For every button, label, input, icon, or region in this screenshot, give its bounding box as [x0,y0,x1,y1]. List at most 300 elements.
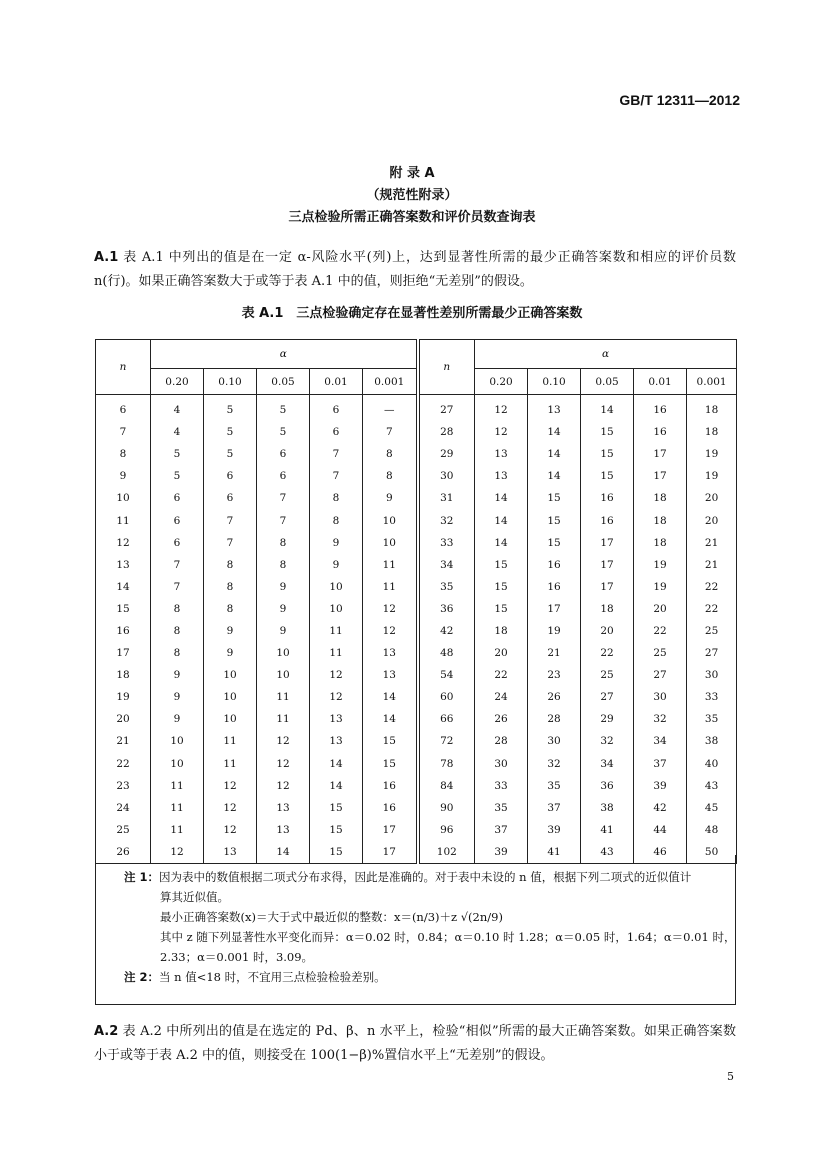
n-value-cell: 84 [418,775,475,797]
answer-count-cell: 26 [475,708,528,730]
n-value-cell: 78 [418,753,475,775]
answer-count-cell: 20 [687,487,737,509]
answer-count-cell: 17 [634,465,687,487]
alpha-level: 0.10 [528,369,581,395]
table-row [96,753,737,775]
alpha-level: 0.10 [204,369,257,395]
answer-count-cell: 28 [528,708,581,730]
answer-count-cell: 8 [310,509,363,531]
answer-count-cell: 8 [310,487,363,509]
answer-count-cell: 17 [528,598,581,620]
n-value-cell: 34 [418,554,475,576]
paragraph-a1-text: 表 A.1 中列出的值是在一定 α-风险水平(列)上，达到显著性所需的最少正确答案数和相应的评价员数 n(行)。如果正确答案数大于或等于表 A.1 中的值，则拒绝“无差别”的假设。 [94,250,736,289]
answer-count-cell: 15 [581,421,634,443]
answer-count-cell: 8 [151,598,204,620]
n-value-cell: 23 [96,775,151,797]
n-value-cell: 22 [96,753,151,775]
answer-count-cell: 7 [151,554,204,576]
answer-count-cell: 23 [528,664,581,686]
answer-count-cell: 15 [310,819,363,841]
answer-count-cell: 11 [204,753,257,775]
n-value-cell: 24 [96,797,151,819]
answer-count-cell: 4 [151,421,204,443]
answer-count-cell: 8 [151,620,204,642]
answer-count-cell: 16 [363,775,418,797]
answer-count-cell: 7 [363,421,418,443]
answer-count-cell: 30 [528,730,581,752]
alpha-level: 0.20 [475,369,528,395]
answer-count-cell: 44 [634,819,687,841]
answer-count-cell: 12 [363,620,418,642]
answer-count-cell: 32 [634,708,687,730]
annex-title: 附 录 A [389,166,435,181]
n-value-cell: 96 [418,819,475,841]
answer-count-cell: 17 [363,841,418,864]
answer-count-cell: 12 [204,797,257,819]
alpha-level: 0.20 [151,369,204,395]
note1-line2: 算其近似值。 [160,890,229,904]
answer-count-cell: 17 [581,532,634,554]
answer-count-cell: 17 [581,554,634,576]
answer-count-cell: 14 [528,443,581,465]
answer-count-cell: 13 [257,797,310,819]
alpha-level: 0.05 [257,369,310,395]
table-row [96,465,737,487]
paragraph-a2-number: A.2 [94,1024,119,1039]
answer-count-cell: 6 [151,487,204,509]
answer-count-cell: 9 [363,487,418,509]
answer-count-cell: 30 [687,664,737,686]
answer-count-cell: 11 [363,576,418,598]
answer-count-cell: 7 [310,465,363,487]
answer-count-cell: 18 [475,620,528,642]
answer-count-cell: 16 [528,576,581,598]
answer-count-cell: 30 [475,753,528,775]
n-value-cell: 10 [96,487,151,509]
n-value-cell: 18 [96,664,151,686]
answer-count-cell: 29 [581,708,634,730]
table-row [96,395,737,422]
answer-count-cell: 14 [363,686,418,708]
answer-count-cell: 15 [581,443,634,465]
note2-text: 当 n 值<18 时，不宜用三点检验检验差别。 [159,970,386,984]
answer-count-cell: 19 [687,443,737,465]
answer-count-cell: 39 [475,841,528,864]
answer-count-cell: 12 [475,395,528,422]
answer-count-cell: 50 [687,841,737,864]
annex-subtitle: （规范性附录） [366,188,458,203]
answer-count-cell: 14 [475,487,528,509]
answer-count-cell: 5 [204,421,257,443]
answer-count-cell: 18 [687,421,737,443]
answer-count-cell: 12 [257,753,310,775]
answer-count-cell: 45 [687,797,737,819]
table-row [96,775,737,797]
n-value-cell: 13 [96,554,151,576]
answer-count-cell: 15 [528,509,581,531]
answer-count-cell: 16 [634,395,687,422]
answer-count-cell: 9 [310,532,363,554]
n-value-cell: 36 [418,598,475,620]
answer-count-cell: 6 [310,395,363,422]
answer-count-cell: 8 [204,554,257,576]
n-value-cell: 29 [418,443,475,465]
answer-count-cell: 30 [634,686,687,708]
n-value-cell: 12 [96,532,151,554]
answer-count-cell: 19 [687,465,737,487]
answer-count-cell: 39 [634,775,687,797]
answer-count-cell: 21 [687,554,737,576]
answer-count-cell: 13 [310,730,363,752]
n-value-cell: 54 [418,664,475,686]
answer-count-cell: 9 [151,664,204,686]
answer-count-cell: 37 [634,753,687,775]
answer-count-cell: 10 [310,576,363,598]
answer-count-cell: 19 [528,620,581,642]
answer-count-cell: 19 [634,576,687,598]
answer-count-cell: 24 [475,686,528,708]
answer-count-cell: 14 [257,841,310,864]
annex-heading-block [0,163,824,229]
answer-count-cell: 10 [257,642,310,664]
answer-count-cell: 8 [257,554,310,576]
answer-count-cell: — [363,395,418,422]
answer-count-cell: 8 [204,598,257,620]
answer-count-cell: 5 [257,395,310,422]
n-value-cell: 90 [418,797,475,819]
answer-count-cell: 10 [363,509,418,531]
answer-count-cell: 17 [363,819,418,841]
answer-count-cell: 10 [310,598,363,620]
alpha-level: 0.01 [310,369,363,395]
answer-count-cell: 6 [204,465,257,487]
answer-count-cell: 22 [475,664,528,686]
answer-count-cell: 15 [363,730,418,752]
answer-count-cell: 5 [204,395,257,422]
answer-count-cell: 42 [634,797,687,819]
n-value-cell: 6 [96,395,151,422]
answer-count-cell: 8 [363,465,418,487]
answer-count-cell: 15 [475,598,528,620]
answer-count-cell: 19 [634,554,687,576]
answer-count-cell: 16 [528,554,581,576]
n-value-cell: 9 [96,465,151,487]
note1-label: 注 1： [124,870,160,884]
n-value-cell: 66 [418,708,475,730]
answer-count-cell: 14 [528,465,581,487]
notes-box [95,855,736,1005]
answer-count-cell: 35 [475,797,528,819]
table-row [96,664,737,686]
answer-count-cell: 6 [204,487,257,509]
n-value-cell: 48 [418,642,475,664]
answer-count-cell: 14 [475,532,528,554]
answer-count-cell: 16 [581,487,634,509]
table-row [96,730,737,752]
answer-count-cell: 16 [363,797,418,819]
table-row [96,509,737,531]
table-body [96,395,737,864]
n-value-cell: 35 [418,576,475,598]
answer-count-cell: 17 [634,443,687,465]
answer-count-cell: 34 [581,753,634,775]
answer-count-cell: 12 [257,730,310,752]
answer-count-cell: 13 [257,819,310,841]
answer-count-cell: 9 [257,576,310,598]
z-values-line1: 其中 z 随下列显著性水平变化而异：α＝0.02 时，0.84；α＝0.10 时 1.28；α＝0.05 时，1.64；α＝0.01 时， [160,930,736,944]
answer-count-cell: 12 [151,841,204,864]
answer-count-cell: 11 [310,620,363,642]
paragraph-a2 [94,1020,736,1068]
n-value-cell: 8 [96,443,151,465]
answer-count-cell: 16 [634,421,687,443]
answer-count-cell: 9 [257,620,310,642]
answer-count-cell: 14 [475,509,528,531]
answer-count-cell: 33 [475,775,528,797]
formula-line: 最小正确答案数(x)＝大于式中最近似的整数：x＝(n/3)＋z √(2n/9) [160,910,503,924]
answer-count-cell: 10 [204,686,257,708]
answer-count-cell: 10 [204,664,257,686]
answer-count-cell: 5 [151,443,204,465]
answer-count-cell: 9 [310,554,363,576]
answer-count-cell: 9 [204,620,257,642]
note1-line1: 因为表中的数值根据二项式分布求得，因此是准确的。对于表中未设的 n 值，根据下列二项式的近似值计 [159,870,692,884]
alpha-header-right: α [475,340,737,369]
answer-count-cell: 8 [204,576,257,598]
answer-count-cell: 5 [257,421,310,443]
answer-count-cell: 36 [581,775,634,797]
n-value-cell: 25 [96,819,151,841]
answer-count-cell: 21 [687,532,737,554]
alpha-header-left: α [151,340,418,369]
alpha-level: 0.001 [363,369,418,395]
answer-count-cell: 25 [687,620,737,642]
n-header-right: n [418,340,475,395]
answer-count-cell: 11 [151,819,204,841]
note2-label: 注 2： [124,970,160,984]
paragraph-a2-text: 表 A.2 中所列出的值是在选定的 Pd、β、n 水平上，检验“相似”所需的最大正确答案数。如果正确答案数小于或等于表 A.2 中的值，则接受在 100(1−β)%置信水平上“无差别”的假设。 [94,1024,736,1063]
answer-count-cell: 8 [363,443,418,465]
answer-count-cell: 7 [257,509,310,531]
answer-count-cell: 5 [204,443,257,465]
n-value-cell: 30 [418,465,475,487]
annex-heading: 三点检验所需正确答案数和评价员数查询表 [288,210,536,225]
answer-count-cell: 27 [687,642,737,664]
answer-count-cell: 10 [363,532,418,554]
answer-count-cell: 15 [475,576,528,598]
answer-count-cell: 32 [528,753,581,775]
answer-count-cell: 34 [634,730,687,752]
answer-count-cell: 16 [581,509,634,531]
n-value-cell: 102 [418,841,475,864]
answer-count-cell: 20 [475,642,528,664]
answer-count-cell: 38 [581,797,634,819]
n-value-cell: 21 [96,730,151,752]
n-value-cell: 27 [418,395,475,422]
table-row [96,686,737,708]
answer-count-cell: 10 [151,753,204,775]
n-value-cell: 72 [418,730,475,752]
answer-count-cell: 28 [475,730,528,752]
answer-count-cell: 6 [257,443,310,465]
table-row [96,443,737,465]
paragraph-a1-number: A.1 [94,250,119,265]
page-number: 5 [727,1070,734,1083]
n-value-cell: 7 [96,421,151,443]
answer-count-cell: 25 [581,664,634,686]
n-value-cell: 15 [96,598,151,620]
n-value-cell: 20 [96,708,151,730]
answer-count-cell: 11 [151,775,204,797]
n-value-cell: 17 [96,642,151,664]
answer-count-cell: 27 [581,686,634,708]
answer-count-cell: 13 [310,708,363,730]
answer-count-cell: 22 [581,642,634,664]
n-value-cell: 14 [96,576,151,598]
answer-count-cell: 18 [634,532,687,554]
answer-count-cell: 13 [363,664,418,686]
table-row [96,642,737,664]
alpha-level: 0.001 [687,369,737,395]
answer-count-cell: 4 [151,395,204,422]
answer-count-cell: 33 [687,686,737,708]
answer-count-cell: 11 [310,642,363,664]
answer-count-cell: 27 [634,664,687,686]
answer-count-cell: 7 [310,443,363,465]
answer-count-cell: 6 [257,465,310,487]
answer-count-cell: 12 [475,421,528,443]
z-values-line2: 2.33；α＝0.001 时，3.09。 [160,950,314,964]
answer-count-cell: 46 [634,841,687,864]
answer-count-cell: 35 [528,775,581,797]
answer-count-cell: 32 [581,730,634,752]
answer-count-cell: 15 [310,797,363,819]
answer-count-cell: 11 [257,708,310,730]
answer-count-cell: 6 [151,532,204,554]
answer-count-cell: 7 [151,576,204,598]
answer-count-cell: 14 [363,708,418,730]
answer-count-cell: 7 [257,487,310,509]
answer-count-cell: 22 [634,620,687,642]
n-value-cell: 32 [418,509,475,531]
answer-count-cell: 22 [687,598,737,620]
answer-count-cell: 7 [204,532,257,554]
answer-count-cell: 14 [310,775,363,797]
alpha-level: 0.05 [581,369,634,395]
answer-count-cell: 5 [151,465,204,487]
answer-count-cell: 20 [634,598,687,620]
answer-count-cell: 12 [204,775,257,797]
answer-count-cell: 12 [204,819,257,841]
answer-count-cell: 37 [475,819,528,841]
n-value-cell: 11 [96,509,151,531]
answer-count-cell: 10 [204,708,257,730]
answer-count-cell: 39 [528,819,581,841]
answer-count-cell: 12 [310,686,363,708]
n-value-cell: 28 [418,421,475,443]
answer-count-cell: 43 [687,775,737,797]
n-header-left: n [96,340,151,395]
answer-count-cell: 7 [204,509,257,531]
answer-count-cell: 11 [363,554,418,576]
n-value-cell: 33 [418,532,475,554]
answer-count-cell: 20 [687,509,737,531]
answer-count-cell: 13 [475,443,528,465]
table-row [96,532,737,554]
answer-count-cell: 10 [151,730,204,752]
answer-count-cell: 9 [151,686,204,708]
answer-count-cell: 18 [581,598,634,620]
answer-count-cell: 8 [257,532,310,554]
answer-count-cell: 13 [475,465,528,487]
table-row [96,797,737,819]
answer-count-cell: 48 [687,819,737,841]
n-value-cell: 16 [96,620,151,642]
n-value-cell: 31 [418,487,475,509]
answer-count-cell: 41 [528,841,581,864]
answer-count-cell: 10 [257,664,310,686]
answer-count-cell: 9 [151,708,204,730]
table-row [96,598,737,620]
alpha-levels-row [96,369,737,395]
answer-count-cell: 18 [687,395,737,422]
table-row [96,620,737,642]
table-row [96,554,737,576]
n-value-cell: 60 [418,686,475,708]
table-a1-title: 表 A.1 三点检验确定存在显著性差别所需最少正确答案数 [241,306,583,321]
answer-count-cell: 17 [581,576,634,598]
answer-count-cell: 15 [363,753,418,775]
answer-count-cell: 41 [581,819,634,841]
answer-count-cell: 12 [363,598,418,620]
answer-count-cell: 14 [581,395,634,422]
answer-count-cell: 40 [687,753,737,775]
answer-count-cell: 13 [204,841,257,864]
n-value-cell: 19 [96,686,151,708]
paragraph-a1 [94,246,736,294]
answer-count-cell: 37 [528,797,581,819]
n-value-cell: 42 [418,620,475,642]
table-row [96,487,737,509]
answer-count-cell: 15 [528,532,581,554]
table-row [96,708,737,730]
answer-count-cell: 6 [310,421,363,443]
answer-count-cell: 18 [634,509,687,531]
answer-count-cell: 26 [528,686,581,708]
answer-count-cell: 9 [204,642,257,664]
table-a1 [95,339,737,864]
standard-code: GB/T 12311—2012 [619,92,740,108]
answer-count-cell: 25 [634,642,687,664]
table-row [96,421,737,443]
answer-count-cell: 38 [687,730,737,752]
n-value-cell: 26 [96,841,151,864]
answer-count-cell: 12 [310,664,363,686]
answer-count-cell: 11 [151,797,204,819]
table-row [96,819,737,841]
answer-count-cell: 20 [581,620,634,642]
answer-count-cell: 13 [528,395,581,422]
table-row [96,576,737,598]
answer-count-cell: 14 [528,421,581,443]
alpha-level: 0.01 [634,369,687,395]
answer-count-cell: 8 [151,642,204,664]
answer-count-cell: 15 [581,465,634,487]
answer-count-cell: 15 [528,487,581,509]
answer-count-cell: 15 [310,841,363,864]
answer-count-cell: 11 [204,730,257,752]
answer-count-cell: 21 [528,642,581,664]
